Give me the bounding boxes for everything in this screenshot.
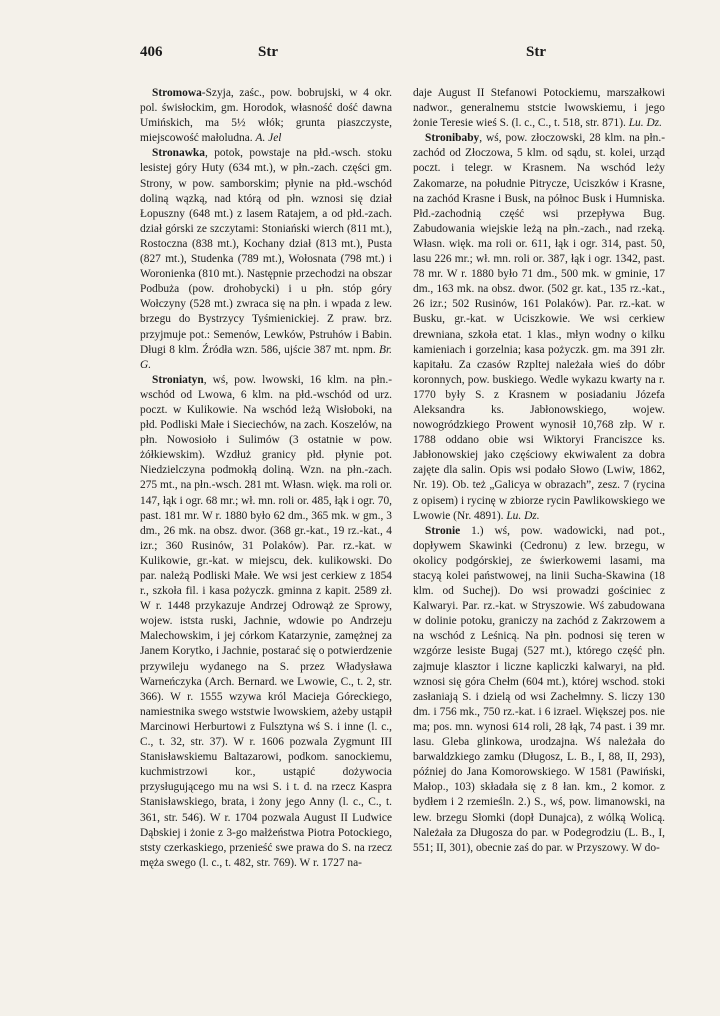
entry-signature: Lu. Dz. (506, 509, 540, 522)
entry-headword: Stronibaby (425, 132, 480, 145)
entry-stronie (413, 524, 665, 856)
page-number: 406 (140, 44, 163, 60)
entry-stroniatyn (140, 373, 392, 871)
entry-headword: Stronie (425, 524, 461, 537)
entry-stronibaby (413, 131, 665, 523)
entry-text: , wś, pow. lwowski, 16 klm. na płn.-wschód od Lwowa, 6 klm. na płd.-wschód od urz. poczt. w Kulikowie. Na wschód leżą Wisłoboki, na płd. Podliski Małe i Sieciechów, na zach. Koszelów, na płn. Nowosioło i Sulimów (3 ostatnie w pow. żółkiewskim). Wzdłuż granicy płd. płynie pot. Niedzielczyna podmokłą doliną. Wzn. na płn.-zach. 275 mt., na płn.-wsch. 281 mt. Własn. więk. ma roli or. 147, łąk i ogr. 68 mr.; wł. mn. roli or. 485, łąk i ogr. 70, past. 181 mr. W r. 1880 było 62 dm., 365 mk. w gm., 3 dm., 26 mk. na obsz. dwor. (368 gr.-kat., 19 rz.-kat., 4 izr.; 360 Rusinów, 31 Polaków). Par. rz.-kat. w Kulikowie, gr.-kat. w miejscu, dek. kulikowski. Do par. należą Podliski Małe. We wsi jest cerkiew z 1854 r., szkoła fil. i kasa pożyczk. gminna z kapit. 2589 zł. W r. 1448 przykazuje Andrzej Odrowąż ze Sprowy, wojew. iststa ruski, Jachnie, wdowie po Andrzeju Malechowskim, i jej córkom Katarzynie, zamężnej za Janem Korytko, i Jachnie, postarać się o potwierdzenie przywileju wydanego na S. przez Władysława Warneńczyka (Arch. Bernard. we Lwowie, C., t. 2, str. 366). W r. 1555 wzywa król Macieja Góreckiego, namiestnika swego wststwie lwowskiem, ażeby ustąpił Marcinowi Herburtowi z Fulsztyna wś S. i inne (l. c., C., t. 32, str. 37). W r. 1606 pozwala Zygmunt III Stanisławskiemu Baltazarowi, podkom. sanockiemu, kuchmistrzowi kor., ustąpić dożywocia przysługującego mu na wsi S. i t. d. na rzecz Kaspra Stanisławskiego, brata, i żony jego Anny (l. c., C., t. 361, str. 546). W r. 1704 pozwala August II Ludwice Dąbskiej i żonie z 3-go małżeństwa Piotra Potockiego, ststy czerkaskiego, przenieść swe prawa do S. na rzecz męża swego (l. c., t. 482, str. 769). W r. 1727 na- (140, 373, 392, 869)
left-column (140, 86, 392, 986)
entry-text: daje August II Stefanowi Potockiemu, marszałkowi nadwor., generalnemu ststcie lwowskiemu, i jego żonie Teresie wieś S. (l. c., C., t. 518, str. 871). (413, 87, 665, 130)
entry-stroniatyn-continued (413, 86, 665, 131)
entry-text: , potok, powstaje na płd.-wsch. stoku lesistej góry Huty (634 mt.), w płn.-zach. części gm. Strony, w pow. samborskim; płynie na płd.-wschód doliną wązką, nad którą od płn. wznosi się dział Łopuszny (648 mt.) z lasem Ratajem, a od płd.-zach. dział górski ze szczytami: Stoniański wierch (811 mt.), Rostoczna (838 mt.), Kochany dział (813 mt.), Pusta (827 mt.), Studenka (789 mt.), Wołosnata (798 mt.) i Woronienka (810 mt.). Następnie przechodzi na obszar Podbuża (pow. drohobycki) i u płn. stóp góry Wołczyny (528 mt.) zwraca się na płn. i wpada z lew. brzegu do Bystrzycy Tyśmienickiej. Z praw. brz. przyjmuje pot.: Semenów, Lewków, Pstruhów i Babin. Długi 8 klm. Źródła wzn. 586, ujście 387 mt. npm. (140, 147, 392, 356)
entry-stromowa (140, 86, 392, 146)
entry-signature: Br. G. (140, 343, 392, 371)
running-head-left: Str (258, 44, 278, 60)
entry-headword: Stroniatyn (152, 373, 204, 386)
entry-text: , wś, pow. złoczowski, 28 klm. na płn.-zachód od Złoczowa, 5 klm. od sądu, st. kolei, urząd poczt. i telegr. w Krasnem. Na wschód leży Zakomarze, na południe Pitrycze, Uciszków i Krasne, na zachód Krasne i Busk, na północ Busk i Humniska. Płd.-zachodnią część wsi przepływa Bug. Zabudowania wiejskie leżą na płn.-zach., nad rzeką. Własn. więk. ma roli or. 611, łąk i ogr. 314, past. 50, lasu 226 mr.; wł. mn. roli or. 387, łąk i ogr. 1342, past. 78 mr. W r. 1880 było 71 dm., 500 mk. w gminie, 17 dm., 163 mk. na obsz. dwor. (502 gr. kat., 135 rz.-kat., 26 izr.; 502 Rusinów, 161 Polaków). Par. rz.-kat. w Busku, gr.-kat. w Uciszkowie. We wsi cerkiew drewniana, szkoła etat. 1 klas., młyn wodny o kilku kamieniach i gorzelnia; kasa pożyczk. gm. ma 391 złr. kapitału. Za czasów Rzpltej należała wieś do dóbr koronnych, pow. buskiego. Wedle wykazu kwarty na r. 1770 były S. z Krasnem w posiadaniu Józefa Aleksandra ks. Jabłonowskiego, wojew. nowogródzkiego Prowent wynosił 10,768 złp. W r. 1788 oddano obie wsi Wiktoryi Franciszce ks. Jabłonowskiej jako częściowy ekwiwalent za dobra zajęte dla salin. Opis wsi podało Słowo (Lwiw, 1862, Nr. 19). Ob. też „Galicya w obrazach”, zesz. 7 (rycina z opisem) i rycinę w zbiorze rycin Pawlikowskiego we Lwowie (Nr. 4891). (413, 132, 665, 522)
entry-signature: Lu. Dz. (628, 117, 662, 130)
entry-text: -Szyja, zaśc., pow. bobrujski, w 4 okr. pol. świsłockim, gm. Horodok, własność dość dawna Umińskich, ma 5½ włók; grunta piaszczyste, miejscowość małoludna. (140, 87, 392, 145)
entry-signature: A. Jel (255, 132, 282, 145)
entry-stronawka (140, 146, 392, 372)
running-head-right: Str (526, 44, 546, 60)
right-column (413, 86, 665, 986)
entry-headword: Stronawka (152, 147, 205, 160)
page-header (140, 44, 666, 68)
entry-text: 1.) wś, pow. wadowicki, nad pot., dopływem Skawinki (Cedronu) z lew. brzegu, w okolicy podgórskiej, ze świerkowemi lasami, ma stacyą kolei państwowej, na linii Sucha-Skawina (18 klm. od Suchej). Do wsi prowadzi gościniec z Kalwaryi. Par. rz.-kat. w Stryszowie. Wś zabudowana w dolinie potoku, graniczy na zachód z Zakrzowem a na wschód z Leśnicą. Na płn. podnosi się teren w wzgórze lesiste Bugaj (527 mt.), którego część płn. zajmuje klasztor i liczne kapliczki kalwaryi, na płd. wznosi się góra Chełm (604 mt.), której wschod. stoki zasłaniają S. i dzielą od wsi Zachełmny. S. liczy 130 dm. i 756 mk., 750 rz.-kat. i 6 izrael. Większej pos. nie ma; pos. mn. wynosi 614 roli, 28 łąk, 74 past. i 39 mr. lasu. Gleba glinkowa, urodzajna. Wś należała do barwaldzkiego zamku (Długosz, L. B., I, 88, II, 293), później do Jana Komorowskiego. W 1581 (Pawiński, Małop., 103) składała się z 8 łan. km., 2 komor. z bydłem i 2 rzemieśln. 2.) S., wś, pow. limanowski, na lew. brzegu Słomki (dopł Dunajca), z wólką Wolicą. Należała za Długosza do par. w Podegrodziu (L. B., I, 551; II, 301), obecnie zaś do par. w Przyszowy. W do- (413, 524, 665, 854)
entry-headword: Stromowa (152, 87, 202, 99)
column-divider (403, 86, 404, 986)
